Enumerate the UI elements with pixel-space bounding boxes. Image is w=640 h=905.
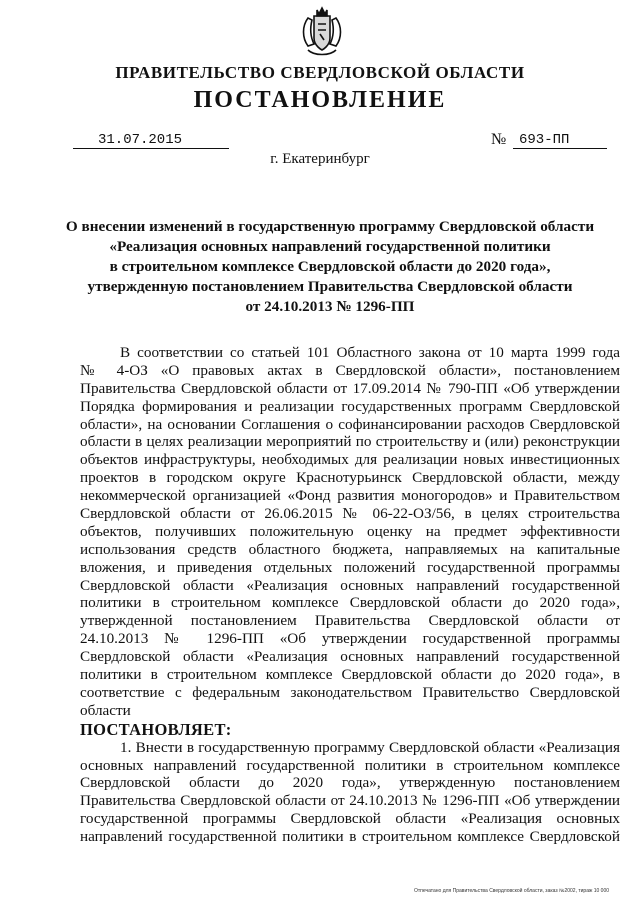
title-line: от 24.10.2013 № 1296-ПП xyxy=(245,298,415,315)
text-line: основных направлений государственной политики в строительном комплексе xyxy=(80,756,620,774)
print-footer-note: Отпечатано для Правительства Свердловской области, заказ №2002, тираж 10 000 xyxy=(414,888,610,894)
text-line: утвержденной постановлением Правительства Свердловской области от xyxy=(80,612,620,630)
document-body xyxy=(80,344,620,846)
item-1-paragraph xyxy=(80,739,620,846)
text-line: Правительства Свердловской области от 17.09.2014 № 790-ПП «Об утверждении xyxy=(80,379,620,397)
text-line: некоммерческой организацией «Фонд развития моногородов» и Правительством xyxy=(80,487,620,505)
text-line: государственной программы Свердловской области «Реализация основных xyxy=(80,810,620,828)
preamble-paragraph xyxy=(80,344,620,720)
text-line: 24.10.2013 № 1296-ПП «Об утверждении государственной программы xyxy=(80,630,620,648)
text-line: Свердловской области «Реализация основных направлений государственной xyxy=(80,576,620,594)
title-line: О внесении изменений в государственную программу Свердловской области xyxy=(65,218,595,235)
text-line: объектов инфраструктуры, необходимых для реализации новых инвестиционных xyxy=(80,451,620,469)
text-line: В соответствии со статьей 101 Областного закона от 10 марта 1999 года xyxy=(120,344,620,361)
document-number: 693-ПП xyxy=(513,133,607,149)
text-line: области», на основании Соглашения о софинансировании расходов Свердловской xyxy=(80,415,620,433)
text-line: вложения, и приведения отдельных положений государственной программы xyxy=(80,558,620,576)
decree-heading: ПОСТАНОВЛЯЕТ: xyxy=(80,719,232,739)
text-line: политики в строительном комплексе Свердловской области до 2020 года», xyxy=(80,594,620,612)
document-type: ПОСТАНОВЛЕНИЕ xyxy=(193,87,447,113)
title-line: утвержденную постановлением Правительства Свердловской области xyxy=(87,278,573,295)
text-line: Свердловской области от 26.06.2015 № 06-22-ОЗ/56, в целях строительства xyxy=(80,505,620,523)
coat-of-arms-icon xyxy=(294,4,350,60)
title-line: «Реализация основных направлений государственной политики xyxy=(109,238,551,255)
text-line: использования средств областного бюджета, направляемых на капитальные xyxy=(80,540,620,558)
city: г. Екатеринбург xyxy=(270,151,370,167)
text-line: 1. Внести в государственную программу Свердловской области «Реализация xyxy=(120,738,620,756)
document-date: 31.07.2015 xyxy=(73,133,229,149)
text-line: Свердловской области «Реализация основных направлений государственной xyxy=(80,648,620,666)
text-line: политики в строительном комплексе Свердловской области до 2020 года», в xyxy=(80,666,620,684)
government-name: ПРАВИТЕЛЬСТВО СВЕРДЛОВСКОЙ ОБЛАСТИ xyxy=(115,63,525,82)
text-line: области в целях реализации мероприятий по строительству и (или) реконструкции xyxy=(80,433,620,451)
document-title xyxy=(60,217,600,317)
text-line: Правительства Свердловской области от 24.10.2013 № 1296-ПП «Об утверждении xyxy=(80,792,620,810)
text-line: Порядка формирования и реализации государственных программ Свердловской xyxy=(80,397,620,415)
number-sign: № xyxy=(491,131,507,148)
text-line: направлений государственной политики в строительном комплексе Свердловской xyxy=(80,828,620,846)
text-line: Свердловской области до 2020 года», утвержденную постановлением xyxy=(80,774,620,792)
text-line: области xyxy=(80,701,131,719)
text-line: проектов в городском округе Краснотурьинск Свердловской области, между xyxy=(80,469,620,487)
text-line: соответствие с федеральным законодательством Правительство Свердловской xyxy=(80,683,620,701)
text-line: № 4-ОЗ «О правовых актах в Свердловской области», постановлением xyxy=(80,361,620,379)
title-line: в строительном комплексе Свердловской области до 2020 года», xyxy=(109,258,551,275)
text-line: объектов, получивших положительную оценку на предмет эффективности xyxy=(80,522,620,540)
